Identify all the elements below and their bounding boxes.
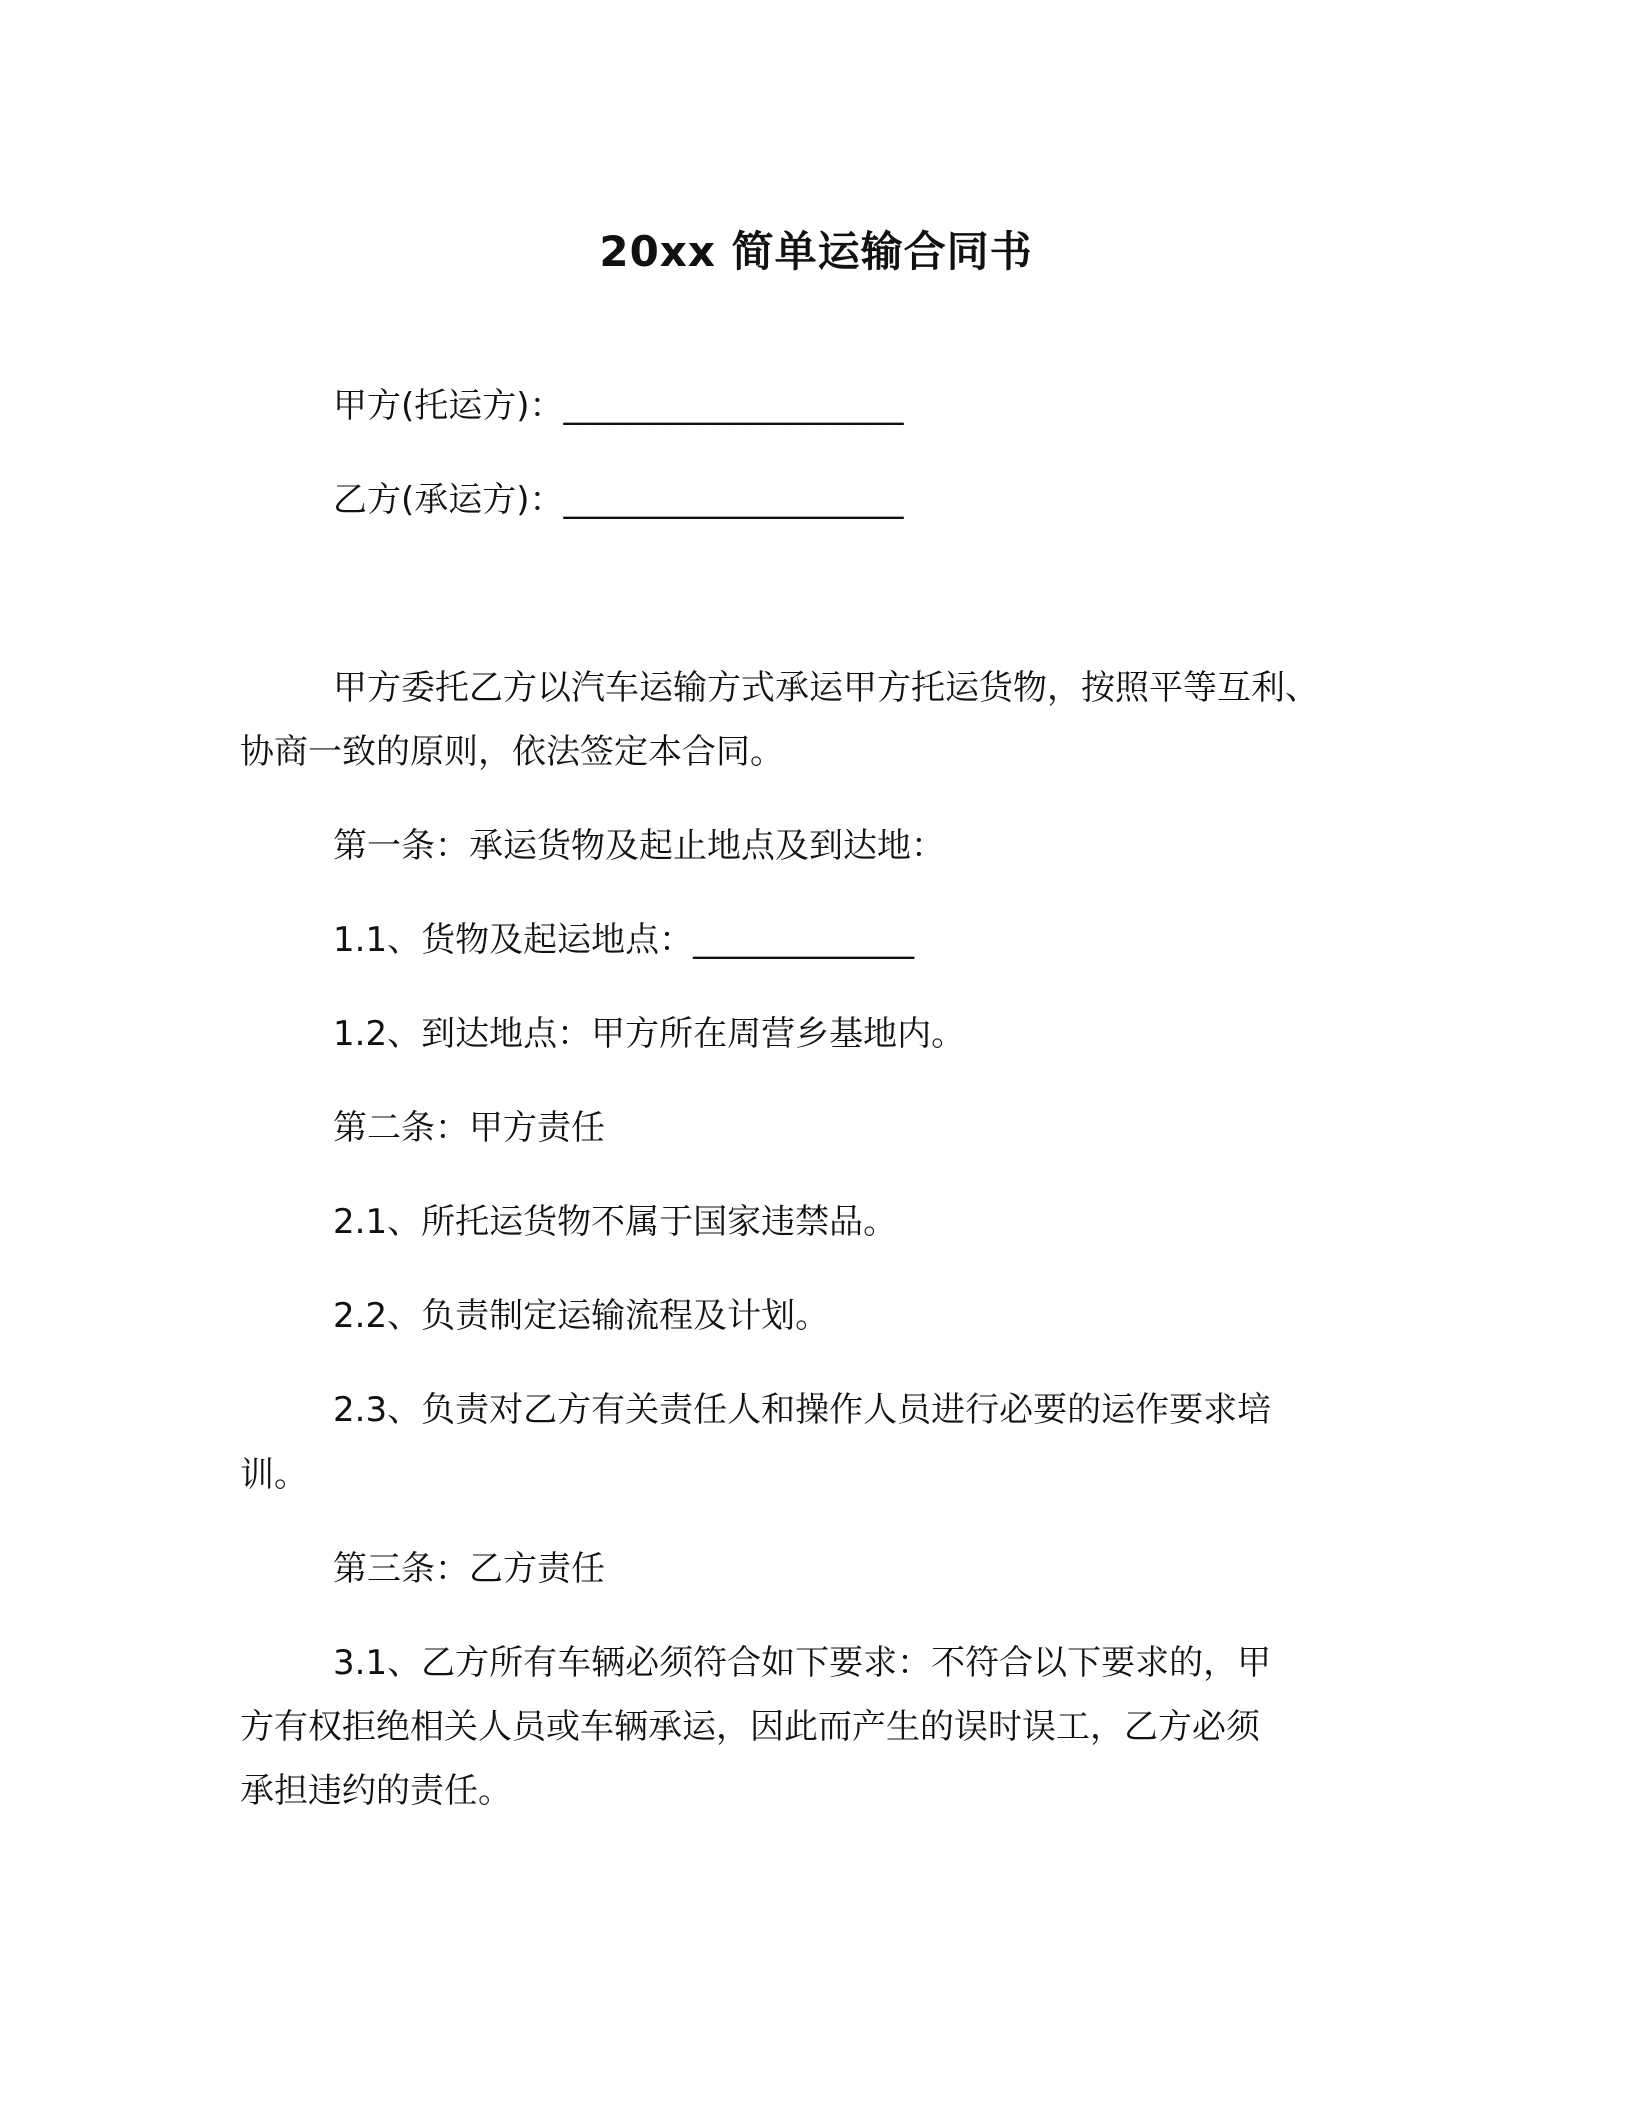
item-2-1: 2.1、所托运货物不属于国家违禁品。 [333,1202,898,1242]
article-2-heading: 第二条：甲方责任 [333,1108,605,1148]
party-b-line: 乙方(承运方)：____________________ [333,480,904,520]
item-2-2: 2.2、负责制定运输流程及计划。 [333,1296,830,1336]
item-3-1-line-1: 3.1、乙方所有车辆必须符合如下要求：不符合以下要求的，甲 [333,1643,1272,1683]
document-title: 20xx 简单运输合同书 [599,227,1033,276]
intro-line-2: 协商一致的原则，依法签定本合同。 [240,732,784,772]
intro-line-1: 甲方委托乙方以汽车运输方式承运甲方托运货物，按照平等互利、 [333,668,1319,708]
item-1-1: 1.1、货物及起运地点：_____________ [333,920,915,960]
item-3-1-line-3: 承担违约的责任。 [240,1771,512,1811]
article-3-heading: 第三条：乙方责任 [333,1549,605,1589]
item-2-3-line-1: 2.3、负责对乙方有关责任人和操作人员进行必要的运作要求培 [333,1390,1272,1430]
article-1-heading: 第一条：承运货物及起止地点及到达地： [333,826,945,866]
item-1-2: 1.2、到达地点：甲方所在周营乡基地内。 [333,1014,966,1054]
party-a-line: 甲方(托运方)：____________________ [333,386,904,426]
item-3-1-line-2: 方有权拒绝相关人员或车辆承运，因此而产生的误时误工，乙方必须 [240,1707,1260,1747]
item-2-3-line-2: 训。 [240,1455,308,1495]
